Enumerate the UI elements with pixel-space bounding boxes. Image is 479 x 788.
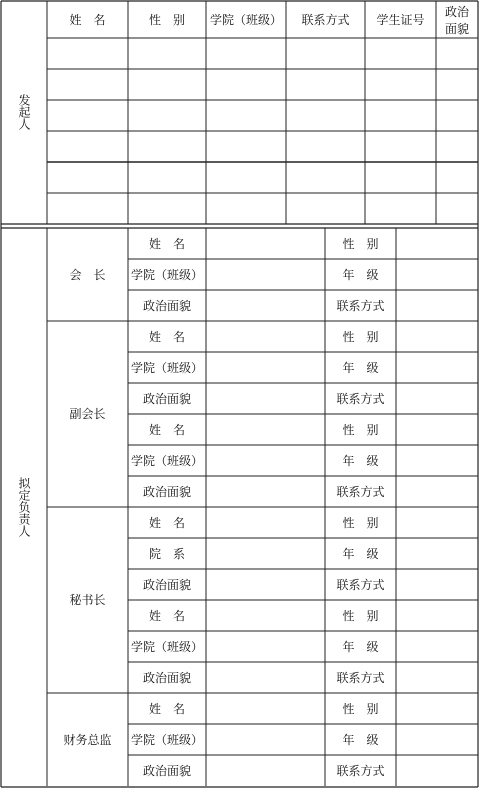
- field-label-name: 姓 名: [148, 701, 186, 716]
- field-label-grade: 年 级: [342, 360, 379, 375]
- field-label-name: 姓 名: [148, 236, 186, 251]
- field-label-department: 院 系: [148, 546, 186, 561]
- field-label-college: 学院（班级）: [130, 453, 204, 468]
- field-label-contact: 联系方式: [336, 763, 385, 778]
- field-label-contact: 联系方式: [336, 670, 385, 685]
- field-label-college: 学院（班级）: [130, 360, 204, 375]
- field-label-contact: 联系方式: [336, 391, 385, 406]
- role-finance: 财务总监: [63, 732, 112, 747]
- field-label-college: 学院（班级）: [130, 267, 204, 282]
- header-name: 姓 名: [69, 12, 106, 27]
- role-president: 会 长: [69, 267, 106, 282]
- field-label-grade: 年 级: [342, 546, 379, 561]
- field-label-name: 姓 名: [148, 329, 186, 344]
- initiator-label: 发起人: [17, 94, 31, 130]
- field-label-grade: 年 级: [342, 732, 379, 747]
- header-political-line2: 面貌: [444, 21, 470, 36]
- header-political: 政治: [444, 4, 470, 19]
- field-label-college: 学院（班级）: [130, 639, 204, 654]
- field-label-gender: 性 别: [342, 236, 379, 251]
- header-college: 学院（班级）: [209, 12, 283, 27]
- header-student-id: 学生证号: [376, 12, 425, 27]
- field-label-contact: 联系方式: [336, 298, 385, 313]
- header-contact: 联系方式: [301, 12, 350, 27]
- field-label-contact: 联系方式: [336, 484, 385, 499]
- field-label-name: 姓 名: [148, 515, 186, 530]
- field-label-grade: 年 级: [342, 453, 379, 468]
- role-secretary: 秘书长: [69, 593, 106, 607]
- field-label-gender: 性 别: [342, 701, 379, 716]
- field-label-gender: 性 别: [342, 422, 379, 437]
- responsible-label: 拟定负责人: [17, 477, 31, 537]
- field-label-name: 姓 名: [148, 608, 186, 623]
- field-label-name: 姓 名: [148, 422, 186, 437]
- field-label-grade: 年 级: [342, 639, 379, 654]
- field-label-contact: 联系方式: [336, 577, 385, 592]
- field-label-grade: 年 级: [342, 267, 379, 282]
- role-vice_president: 副会长: [69, 407, 106, 421]
- field-label-political: 政治面貌: [142, 763, 192, 778]
- field-label-political: 政治面貌: [142, 577, 192, 592]
- field-label-political: 政治面貌: [142, 484, 192, 499]
- field-label-political: 政治面貌: [142, 298, 192, 313]
- header-gender: 性 别: [148, 12, 186, 27]
- field-label-political: 政治面貌: [142, 670, 192, 685]
- field-label-political: 政治面貌: [142, 391, 192, 406]
- field-label-gender: 性 别: [342, 515, 379, 530]
- field-label-gender: 性 别: [342, 329, 379, 344]
- field-label-gender: 性 别: [342, 608, 379, 623]
- field-label-college: 学院（班级）: [130, 732, 204, 747]
